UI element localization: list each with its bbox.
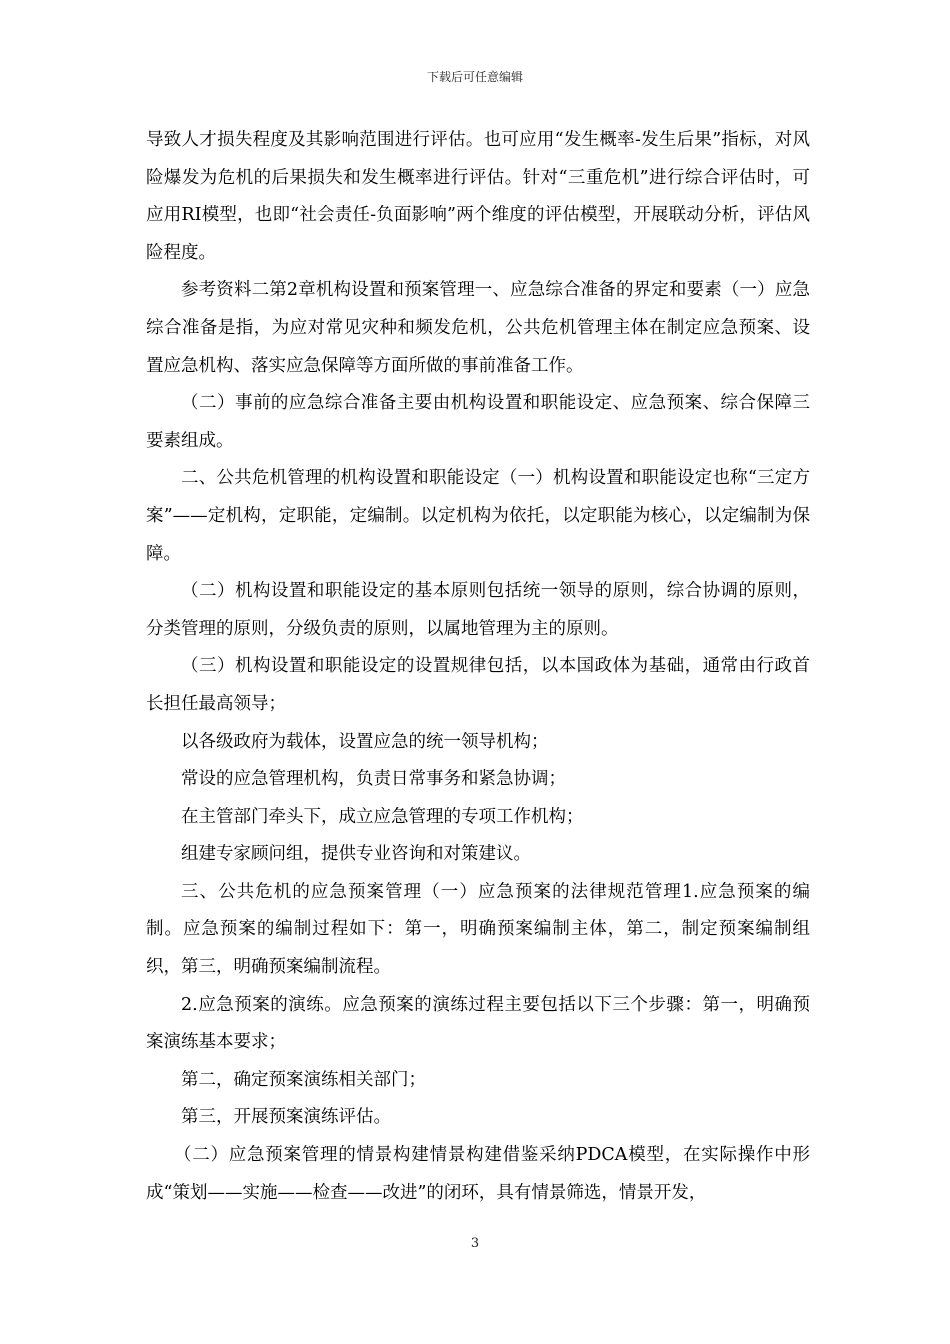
paragraph-2: 参考资料二第2章机构设置和预案管理一、应急综合准备的界定和要素（一）应急综合准备是指，为应对常见灾种和频发危机，公共危机管理主体在制定应急预案、设置应急机构、落实应急保障等方面所做的事前准备工作。 [146,280,810,376]
page-header: 下载后可任意编辑 [426,70,523,84]
paragraph-11: 三、公共危机的应急预案管理（一）应急预案的法律规范管理1.应急预案的编制。应急预案的编制过程如下：第一，明确预案编制主体，第二，制定预案编制组织，第三，明确预案编制流程。 [146,881,810,978]
paragraph-8: 常设的应急管理机构，负责日常事务和紧急协调； [181,769,566,790]
paragraph-3: （二）事前的应急综合准备主要由机构设置和职能设定、应急预案、综合保障三要素组成。 [146,393,810,451]
paragraph-13: 第二，确定预案演练相关部门； [181,1069,426,1090]
paragraph-7: 以各级政府为载体，设置应急的统一领导机构； [181,731,549,752]
paragraph-14: 第三，开展预案演练评估。 [181,1107,391,1128]
paragraph-1: 导致人才损失程度及其影响范围进行评估。也可应用“发生概率-发生后果”指标，对风险爆发为危机的后果损失和发生概率进行评估。针对“三重危机”进行综合评估时，可应用RI模型，也即“社会责任-负面影响”两个维度的评估模型，开展联动分析，评估风险程度。 [146,130,810,263]
paragraph-9: 在主管部门牵头下，成立应急管理的专项工作机构； [181,806,584,827]
paragraph-6: （三）机构设置和职能设定的设置规律包括，以本国政体为基础，通常由行政首长担任最高领导； [146,656,810,714]
paragraph-10: 组建专家顾问组，提供专业咨询和对策建议。 [181,844,531,865]
page-number: 3 [470,1236,480,1251]
paragraph-12: 2.应急预案的演练。应急预案的演练过程主要包括以下三个步骤：第一，明确预案演练基本要求； [146,994,810,1053]
paragraph-15: （二）应急预案管理的情景构建情景构建借鉴采纳PDCA模型，在实际操作中形成“策划——实施——检查——改进”的闭环，具有情景筛选，情景开发， [146,1145,810,1203]
paragraph-5: （二）机构设置和职能设定的基本原则包括统一领导的原则，综合协调的原则，分类管理的原则，分级负责的原则，以属地管理为主的原则。 [146,581,810,639]
paragraph-4: 二、公共危机管理的机构设置和职能设定（一）机构设置和职能设定也称“三定方案”——定机构，定职能，定编制。以定机构为依托，以定职能为核心，以定编制为保障。 [146,468,810,564]
document-body [146,122,810,1212]
